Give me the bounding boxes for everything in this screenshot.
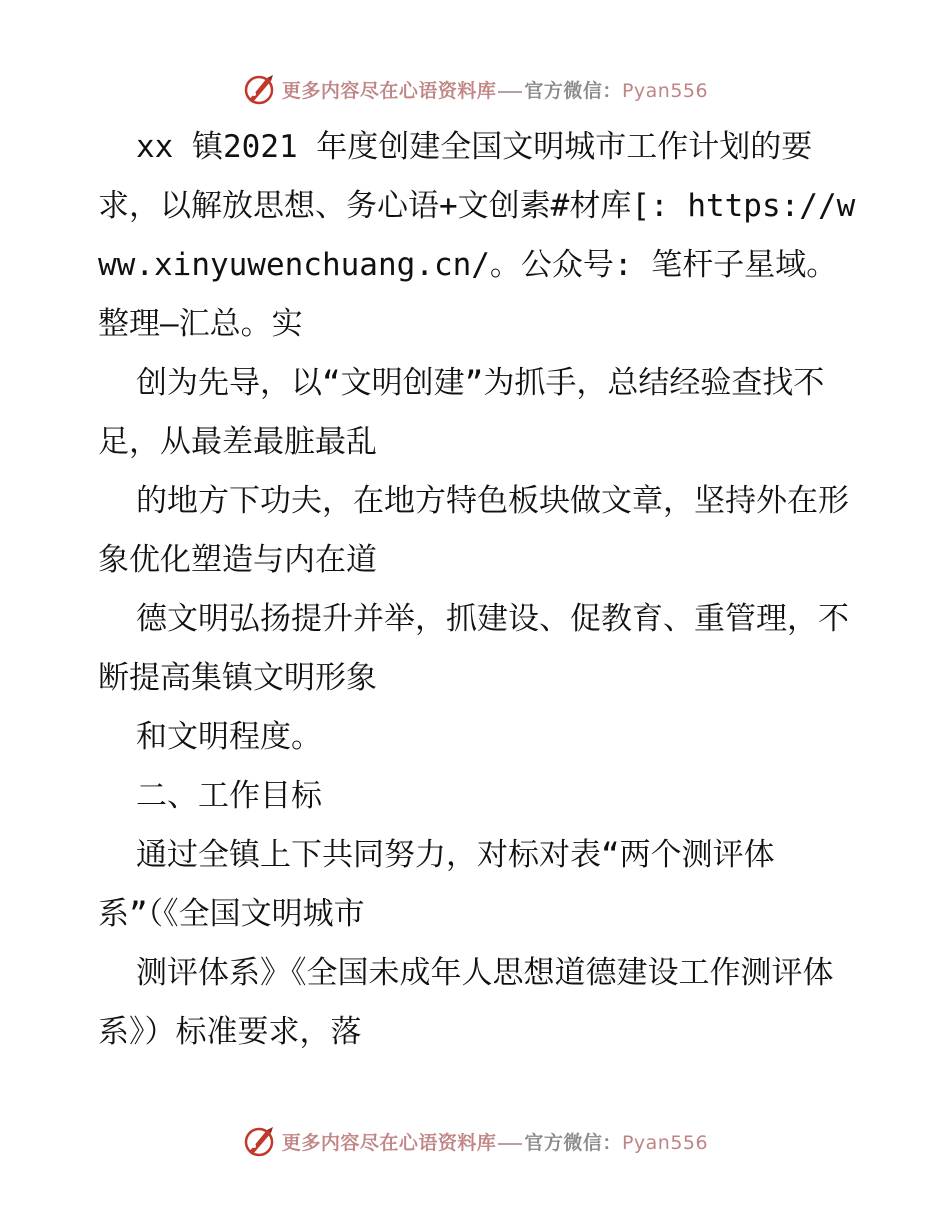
paragraph: xx 镇2021 年度创建全国文明城市工作计划的要求，以解放思想、务心语+文创素#材库[: https://www.xinyuwenchuang.cn/。公众号: 笔杆子星域。整理—汇总。实 xyxy=(98,129,856,342)
footer-watermark xyxy=(0,1124,950,1158)
paragraph: 德文明弘扬提升并举，抓建设、促教育、重管理，不断提高集镇文明形象 xyxy=(98,601,849,696)
watermark-brand-text: 更多内容尽在心语资料库 xyxy=(281,79,497,102)
section-heading: 二、工作目标 xyxy=(136,778,322,814)
quill-logo-icon xyxy=(242,72,276,106)
watermark-brand-text: 更多内容尽在心语资料库 xyxy=(281,1131,497,1154)
paragraph: 的地方下功夫，在地方特色板块做文章，坚持外在形象优化塑造与内在道 xyxy=(98,483,849,578)
paragraph: 测评体系》《全国未成年人思想道德建设工作测评体系》）标准要求，落 xyxy=(98,955,834,1050)
watermark-brand xyxy=(242,1124,708,1158)
paragraph: 和文明程度。 xyxy=(136,719,322,755)
paragraph: 创为先导，以“文明创建”为抓手，总结经验查找不足，从最差最脏最乱 xyxy=(98,365,825,460)
watermark-wechat-label: 官方微信： xyxy=(524,79,622,102)
paragraph: 通过全镇上下共同努力，对标对表“两个测评体系”（《全国文明城市 xyxy=(98,837,775,932)
watermark-dash xyxy=(498,1143,522,1145)
watermark-brand xyxy=(242,72,708,106)
watermark-wechat-label: 官方微信： xyxy=(524,1131,622,1154)
watermark-wechat-id: Pyan556 xyxy=(621,79,709,102)
document-body xyxy=(98,118,858,1062)
watermark-dash xyxy=(498,91,522,93)
header-watermark xyxy=(0,72,950,106)
watermark-wechat-id: Pyan556 xyxy=(621,1131,709,1154)
quill-logo-icon xyxy=(242,1124,276,1158)
